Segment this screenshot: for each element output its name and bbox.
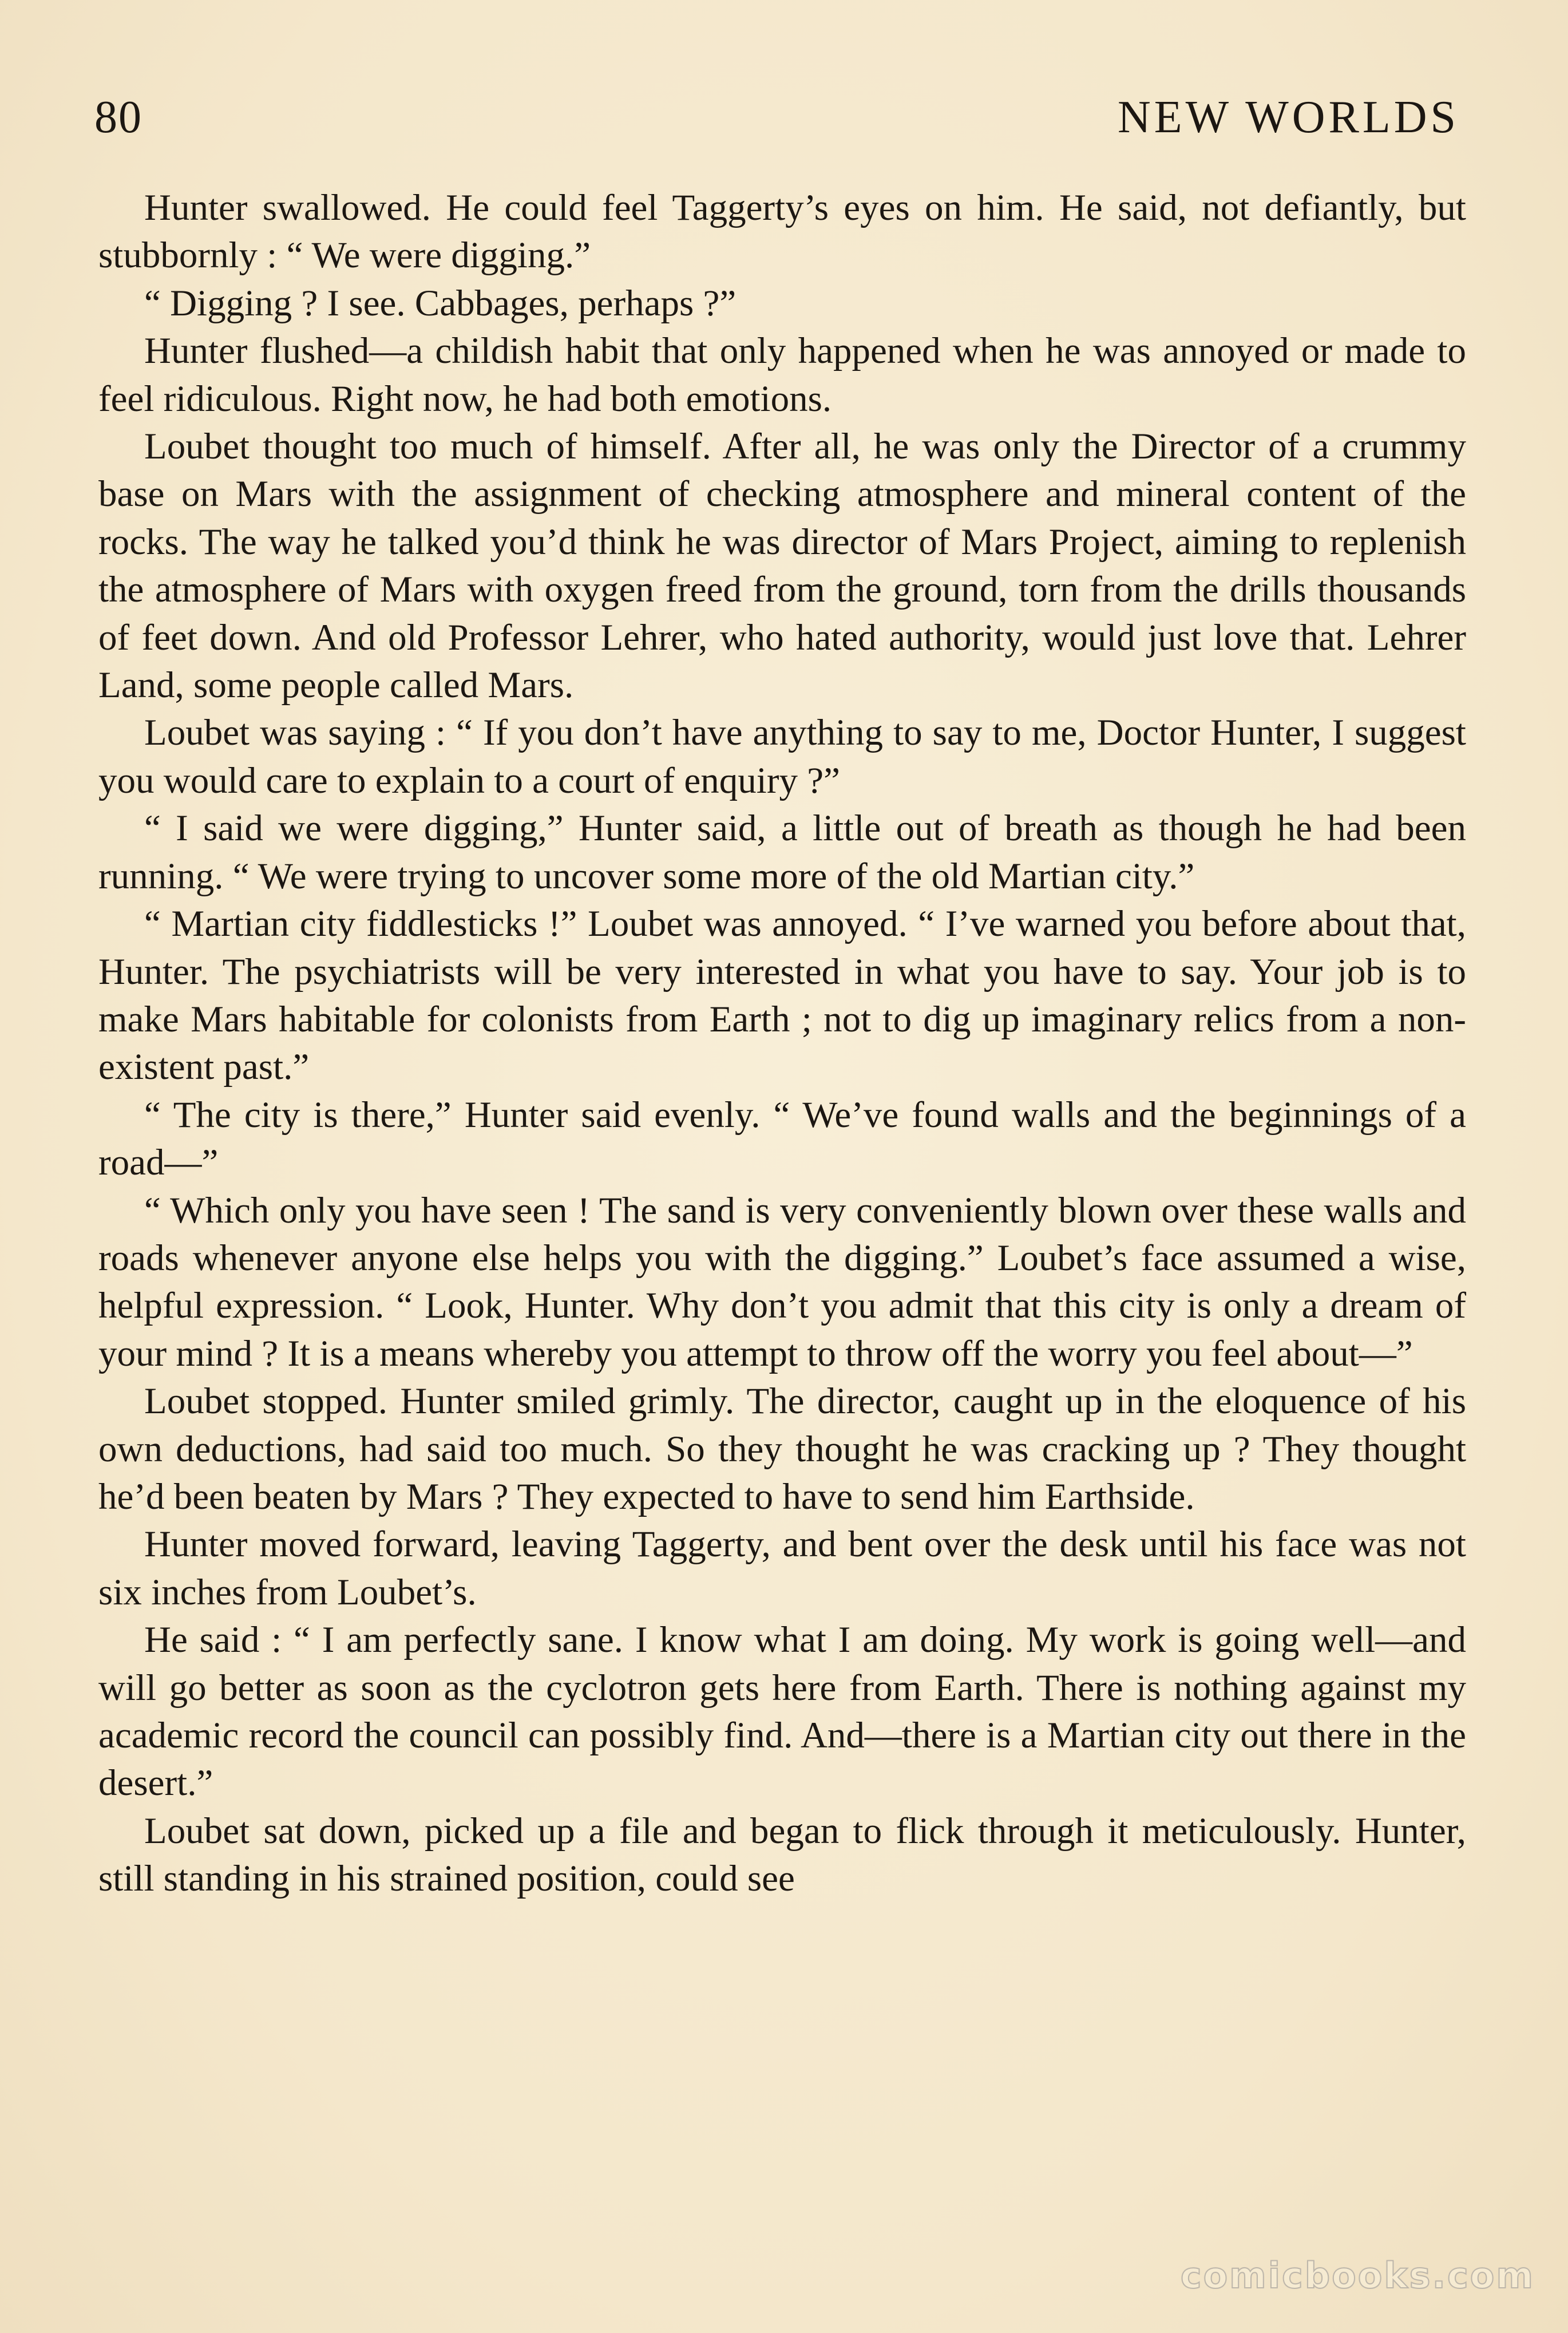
paragraph: “ Which only you have seen ! The sand is very conveniently blown over these walls and roads whenever anyone else helps you with the digging.” Loubet’s face assumed a wise, helpful expression. “ Look, Hunter. Why don’t you admit that this city is only a dream of your mind ? It is a means whereby you attempt to throw off the worry you feel about—” — [98, 1189, 1466, 1374]
watermark: comicbooks.com — [1180, 2255, 1535, 2296]
page-number: 80 — [94, 92, 142, 143]
paragraph: “ The city is there,” Hunter said evenly. “ We’ve found walls and the beginnings of a road—” — [98, 1094, 1466, 1184]
paragraph: Loubet thought too much of himself. After all, he was only the Director of a crummy base on Mars with the assignment of checking atmosphere and mineral content of the rocks. The way he talked you’d think he was director of Mars Project, aiming to replenish the atmosphere of Mars with oxygen freed from the ground, torn from the drills thousands of feet down. And old Professor Lehrer, who hated authority, would just love that. Lehrer Land, some people called Mars. — [98, 426, 1466, 706]
paragraph: Loubet was saying : “ If you don’t have anything to say to me, Doctor Hunter, I suggest you would care to explain to a court of enquiry ?” — [98, 712, 1466, 801]
paragraph: “ Martian city fiddlesticks !” Loubet was annoyed. “ I’ve warned you before about that, Hunter. The psychiatrists will be very interested in what you have to say. Your job is to make Mars habitable for colonists from Earth ; not to dig up imaginary relics from a non-existent past.” — [98, 903, 1466, 1088]
paragraph: He said : “ I am perfectly sane. I know what I am doing. My work is going well—and will go better as soon as the cyclotron gets here from Earth. There is nothing against my academic record the council can possibly find. And—there is a Martian city out there in the desert.” — [98, 1619, 1466, 1804]
paragraph: “ Digging ? I see. Cabbages, perhaps ?” — [144, 282, 737, 324]
paragraph: Loubet stopped. Hunter smiled grimly. The director, caught up in the eloquence of his own deductions, had said too much. So they thought he was cracking up ? They thought he’d been beaten by Mars ? They expected to have to send him Earthside. — [98, 1381, 1466, 1517]
paragraph: Hunter swallowed. He could feel Taggerty’s eyes on him. He said, not defiantly, but stubbornly : “ We were digging.” — [98, 187, 1466, 276]
paragraph: “ I said we were digging,” Hunter said, a little out of breath as though he had been running. “ We were trying to uncover some more of the old Martian city.” — [98, 808, 1466, 897]
paragraph: Hunter moved forward, leaving Taggerty, and bent over the desk until his face was not six inches from Loubet’s. — [98, 1524, 1466, 1613]
running-head: NEW WORLDS — [1117, 92, 1459, 143]
paragraph: Hunter flushed—a childish habit that only happened when he was annoyed or made to feel ridiculous. Right now, he had both emotions. — [98, 330, 1466, 420]
paragraph: Loubet sat down, picked up a file and began to flick through it meticulously. Hunter, still standing in his strained position, could see — [98, 1810, 1466, 1900]
body-text — [98, 184, 1466, 1903]
page-header — [94, 86, 1459, 149]
